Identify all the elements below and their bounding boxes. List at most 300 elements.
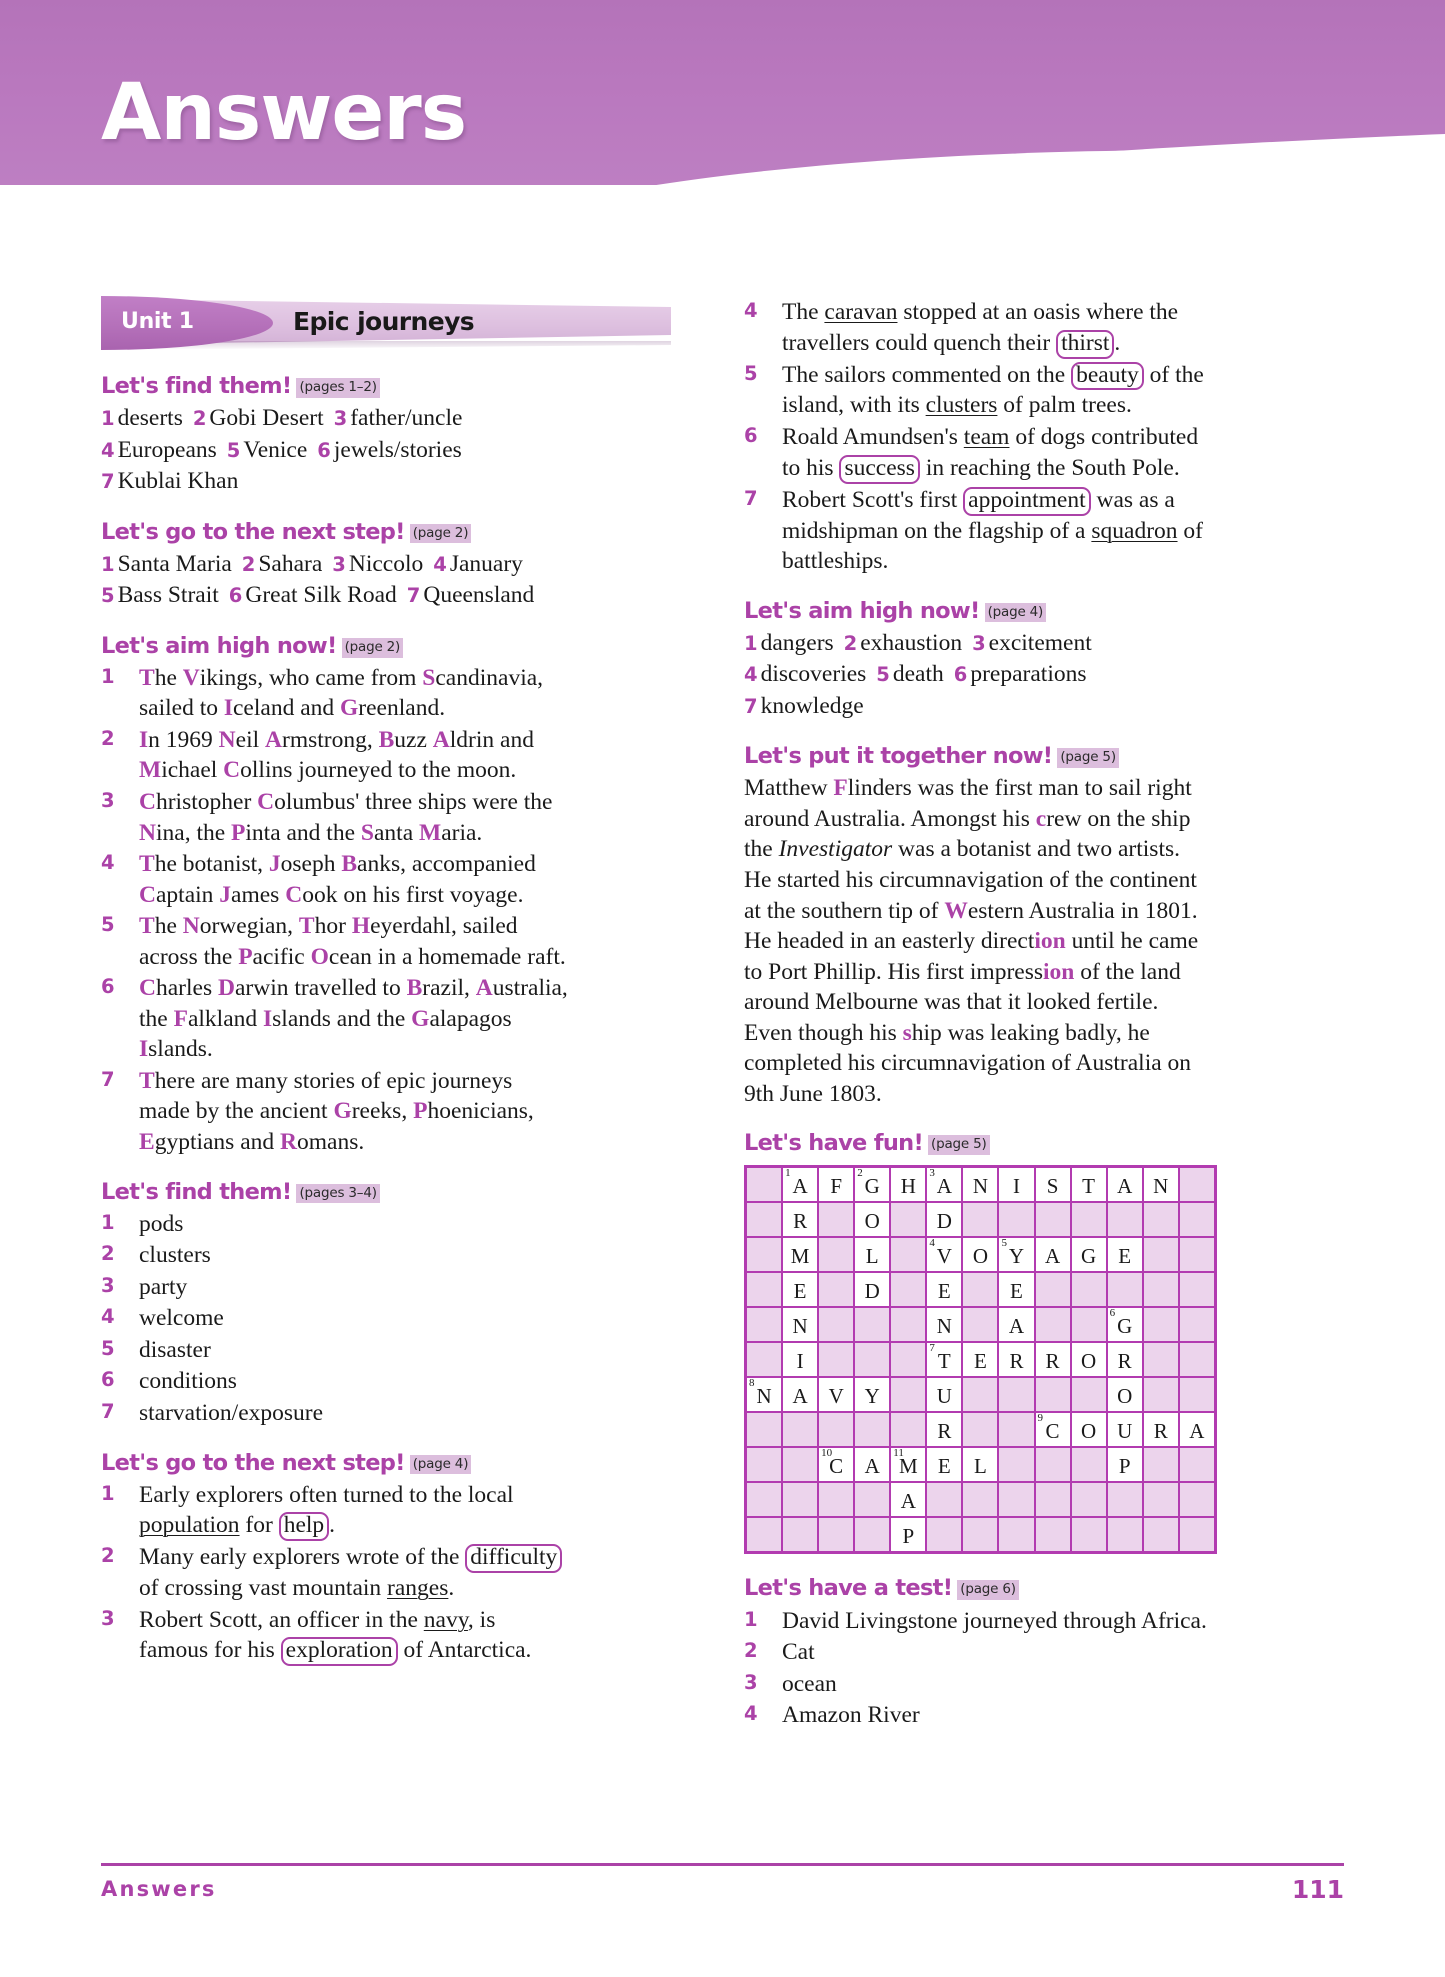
crossword-cell-empty	[818, 1237, 854, 1272]
list-item	[101, 1303, 568, 1334]
unit-number: Unit 1	[121, 309, 194, 334]
crossword-cell-filled	[926, 1412, 962, 1447]
crossword-row	[746, 1447, 1215, 1482]
section-title: Let's have fun!	[744, 1130, 924, 1157]
clue-number: 11	[893, 1447, 904, 1460]
list-item	[101, 1240, 568, 1271]
section-heading-aim-high-1	[101, 632, 568, 660]
underlined-word: team	[963, 424, 1010, 451]
crossword-letter: E	[973, 1349, 987, 1374]
crossword-cell-filled	[890, 1482, 926, 1517]
crossword-letter: P	[1118, 1454, 1131, 1479]
crossword-cell-empty	[962, 1517, 998, 1552]
crossword-cell-filled	[926, 1342, 962, 1377]
answer-text: Santa Maria	[117, 550, 232, 577]
crossword-cell-filled	[1107, 1447, 1143, 1482]
crossword-cell-filled	[998, 1307, 1034, 1342]
crossword-cell-empty	[890, 1237, 926, 1272]
crossword-cell-filled	[1071, 1237, 1107, 1272]
crossword-letter: D	[864, 1279, 880, 1304]
crossword-letter: C	[829, 1454, 844, 1479]
clue-number: 2	[857, 1167, 863, 1180]
unit-name: Epic journeys	[293, 307, 475, 336]
list-item	[101, 1066, 568, 1158]
next-step-1-answers	[101, 549, 568, 612]
crossword-cell-empty	[1035, 1482, 1071, 1517]
item-number: 2	[744, 1639, 758, 1663]
item-text: The caravan stopped at an oasis where the travellers could quench their thirst .	[782, 299, 1178, 356]
circled-word: success	[839, 455, 919, 484]
answer-text: Gobi Desert	[209, 405, 324, 432]
crossword-cell-filled	[998, 1167, 1034, 1202]
crossword-letter: A	[1189, 1419, 1205, 1444]
aim-high-1-answers	[101, 663, 568, 1158]
answer-number: 1	[101, 552, 115, 576]
item-text: The Vikings, who came from Scandinavia, sailed to Iceland and Greenland.	[139, 664, 544, 722]
crossword-row	[746, 1307, 1215, 1342]
page-reference: (page 6)	[957, 1580, 1019, 1600]
page-reference: (pages 3–4)	[296, 1184, 379, 1204]
answer-line	[101, 435, 568, 466]
clue-number: 7	[929, 1342, 935, 1355]
crossword-cell-empty	[818, 1342, 854, 1377]
list-item	[744, 360, 1211, 422]
item-text: starvation/exposure	[139, 1399, 324, 1426]
crossword-cell-empty	[818, 1272, 854, 1307]
crossword-cell-filled	[1143, 1412, 1179, 1447]
crossword-cell-filled	[962, 1167, 998, 1202]
answer-line	[101, 403, 568, 434]
crossword-cell-empty	[1179, 1237, 1215, 1272]
find-them-2-answers	[101, 1209, 568, 1429]
crossword-cell-empty	[1071, 1517, 1107, 1552]
answer-text: knowledge	[760, 692, 864, 719]
item-text: Amazon River	[782, 1702, 920, 1729]
item-number: 7	[101, 1067, 115, 1091]
section-title: Let's find them!	[101, 1178, 292, 1205]
crossword-cell-filled	[1035, 1412, 1071, 1447]
item-text: Many early explorers wrote of the difficulty of crossing vast mountain ranges.	[139, 1544, 562, 1601]
answer-text: Kublai Khan	[117, 468, 239, 495]
next-step-2-answers-right	[744, 297, 1211, 577]
answer-text: excitement	[988, 629, 1092, 656]
answer-text: January	[449, 550, 523, 577]
crossword-cell-empty	[746, 1517, 782, 1552]
list-item	[101, 973, 568, 1065]
answer-text: Bass Strait	[117, 582, 219, 609]
crossword-cell-empty	[1179, 1517, 1215, 1552]
section-heading-find-them-2	[101, 1178, 568, 1206]
crossword-cell-empty	[746, 1167, 782, 1202]
crossword-cell-filled	[1071, 1342, 1107, 1377]
crossword-cell-empty	[818, 1482, 854, 1517]
crossword-cell-empty	[1179, 1342, 1215, 1377]
crossword-letter: O	[864, 1209, 880, 1234]
crossword-letter: H	[900, 1174, 916, 1199]
crossword-cell-empty	[1107, 1517, 1143, 1552]
answer-number: 5	[101, 584, 115, 608]
crossword-cell-empty	[1035, 1272, 1071, 1307]
answer-number: 1	[744, 631, 758, 655]
crossword-cell-filled	[890, 1167, 926, 1202]
clue-number: 9	[1037, 1412, 1043, 1425]
crossword-cell-empty	[1071, 1272, 1107, 1307]
crossword-letter: E	[793, 1279, 807, 1304]
answer-text: preparations	[970, 661, 1087, 688]
item-number: 6	[101, 975, 115, 999]
circled-word: appointment	[963, 487, 1090, 516]
crossword-cell-filled	[1107, 1412, 1143, 1447]
item-text: Early explorers often turned to the local population for help .	[139, 1482, 514, 1539]
answer-text: father/uncle	[350, 405, 463, 432]
crossword-cell-filled	[962, 1237, 998, 1272]
item-number: 3	[101, 788, 115, 812]
crossword-cell-empty	[998, 1447, 1034, 1482]
crossword-cell-empty	[1035, 1307, 1071, 1342]
page-title: Answers	[101, 68, 467, 158]
answer-number: 3	[333, 407, 348, 431]
crossword-letter: R	[1153, 1419, 1168, 1444]
list-item	[744, 1669, 1211, 1700]
crossword-cell-empty	[746, 1482, 782, 1517]
crossword-letter: N	[972, 1174, 988, 1199]
crossword-cell-empty	[854, 1307, 890, 1342]
crossword-cell-empty	[782, 1412, 818, 1447]
item-number: 1	[744, 1607, 758, 1631]
list-item	[744, 1606, 1211, 1637]
page-reference: (page 4)	[410, 1455, 472, 1475]
item-text: ocean	[782, 1670, 837, 1697]
item-number: 5	[101, 913, 115, 937]
item-number: 7	[101, 1399, 115, 1423]
item-text: The Norwegian, Thor Heyerdahl, sailed across the Pacific Ocean in a homemade raft.	[139, 913, 566, 970]
circled-word: exploration	[281, 1637, 398, 1666]
answer-text: Sahara	[258, 550, 323, 577]
crossword-cell-empty	[890, 1342, 926, 1377]
list-item	[101, 1480, 568, 1542]
crossword-cell-empty	[854, 1342, 890, 1377]
item-text: The botanist, Joseph Banks, accompanied Captain James Cook on his first voyage.	[139, 851, 536, 908]
answer-text: exhaustion	[860, 629, 963, 656]
crossword-letter: O	[1117, 1384, 1133, 1409]
answer-number: 4	[101, 438, 115, 462]
section-heading-put-together	[744, 742, 1211, 770]
item-text: welcome	[139, 1305, 224, 1332]
crossword-cell-filled	[1071, 1412, 1107, 1447]
crossword-cell-empty	[926, 1517, 962, 1552]
crossword-cell-filled	[962, 1447, 998, 1482]
section-title: Let's aim high now!	[744, 597, 980, 624]
clue-number: 10	[821, 1447, 833, 1460]
underlined-word: squadron	[1091, 517, 1178, 544]
crossword-letter: R	[937, 1419, 952, 1444]
item-text: There are many stories of epic journeys made by the ancient Greeks, Phoenicians, Egyptians and Romans.	[139, 1067, 534, 1155]
crossword-cell-empty	[782, 1482, 818, 1517]
crossword-letter: M	[790, 1244, 810, 1269]
item-text: Christopher Columbus' three ships were the Nina, the Pinta and the Santa Maria.	[139, 788, 553, 846]
footer-label: Answers	[101, 1877, 217, 1901]
underlined-word: ranges	[387, 1575, 449, 1602]
circled-word: thirst	[1056, 330, 1114, 359]
crossword-letter: D	[936, 1209, 952, 1234]
crossword-cell-empty	[818, 1307, 854, 1342]
crossword-letter: S	[1046, 1174, 1059, 1199]
crossword-row	[746, 1342, 1215, 1377]
item-text: David Livingstone journeyed through Africa.	[782, 1607, 1207, 1634]
item-number: 1	[101, 664, 115, 688]
list-item	[101, 1209, 568, 1240]
crossword-cell-empty	[746, 1447, 782, 1482]
circled-word: difficulty	[465, 1544, 562, 1573]
clue-number: 5	[1001, 1237, 1007, 1250]
item-number: 4	[101, 1305, 115, 1329]
crossword-letter: N	[792, 1314, 808, 1339]
crossword-cell-filled	[1107, 1167, 1143, 1202]
item-text: Roald Amundsen's team of dogs contributed to his success in reaching the South Pole.	[782, 424, 1198, 481]
crossword-cell-empty	[818, 1412, 854, 1447]
crossword-cell-empty	[818, 1517, 854, 1552]
section-heading-next-step-1	[101, 518, 568, 546]
item-text: Robert Scott, an officer in the navy, is famous for his exploration of Antarctica.	[139, 1607, 531, 1664]
section-title: Let's put it together now!	[744, 743, 1053, 770]
crossword-cell-empty	[1071, 1447, 1107, 1482]
crossword-letter: E	[1118, 1244, 1132, 1269]
item-number: 6	[744, 424, 758, 448]
page-reference: (page 2)	[342, 638, 404, 658]
answer-line	[744, 691, 1211, 722]
crossword-cell-empty	[962, 1482, 998, 1517]
page-reference: (page 5)	[928, 1135, 990, 1155]
crossword-letter: A	[1117, 1174, 1133, 1199]
crossword-cell-empty	[890, 1272, 926, 1307]
crossword-letter: A	[1008, 1314, 1025, 1339]
crossword-letter: F	[830, 1174, 842, 1199]
crossword-letter: R	[793, 1209, 808, 1234]
crossword-cell-empty	[1179, 1307, 1215, 1342]
crossword-letter: O	[1081, 1419, 1097, 1444]
answer-number: 2	[843, 631, 858, 655]
crossword-cell-empty	[890, 1377, 926, 1412]
crossword-cell-empty	[854, 1412, 890, 1447]
list-item	[101, 1542, 568, 1604]
underlined-word: navy	[423, 1606, 468, 1633]
answer-text: Queensland	[423, 582, 535, 609]
crossword-cell-filled	[1107, 1342, 1143, 1377]
crossword-letter: O	[972, 1244, 988, 1269]
crossword-cell-filled	[890, 1517, 926, 1552]
crossword-cell-empty	[1107, 1272, 1143, 1307]
crossword-cell-filled	[1143, 1167, 1179, 1202]
crossword-letter: Y	[1008, 1244, 1025, 1269]
crossword-letter: A	[900, 1489, 916, 1514]
crossword-cell-empty	[854, 1517, 890, 1552]
crossword-letter: P	[902, 1524, 915, 1549]
underlined-word: caravan	[824, 299, 898, 325]
crossword-cell-filled	[998, 1237, 1034, 1272]
crossword-cell-filled	[854, 1272, 890, 1307]
answer-number: 5	[226, 438, 241, 462]
crossword-cell-filled	[926, 1377, 962, 1412]
crossword-cell-empty	[998, 1482, 1034, 1517]
crossword-cell-empty	[962, 1272, 998, 1307]
crossword-cell-empty	[1143, 1307, 1179, 1342]
section-heading-find-them-1	[101, 372, 568, 400]
crossword-letter: V	[936, 1244, 952, 1269]
crossword-row	[746, 1482, 1215, 1517]
crossword-cell-filled	[1107, 1377, 1143, 1412]
page-reference: (pages 1–2)	[296, 378, 379, 398]
crossword-cell-empty	[1143, 1447, 1179, 1482]
crossword-row	[746, 1412, 1215, 1447]
crossword-cell-empty	[998, 1412, 1034, 1447]
clue-number: 3	[929, 1167, 935, 1180]
crossword-cell-empty	[746, 1412, 782, 1447]
crossword-cell-empty	[1107, 1482, 1143, 1517]
crossword-row	[746, 1377, 1215, 1412]
page-reference: (page 2)	[410, 524, 472, 544]
crossword-letter: N	[1153, 1174, 1169, 1199]
answer-number: 3	[332, 552, 346, 576]
crossword-cell-empty	[1143, 1202, 1179, 1237]
crossword-cell-filled	[854, 1237, 890, 1272]
answer-number: 6	[953, 663, 968, 687]
crossword-cell-empty	[1143, 1237, 1179, 1272]
section-heading-have-fun	[744, 1129, 1211, 1157]
crossword-cell-filled	[746, 1377, 782, 1412]
crossword-letter: T	[1082, 1174, 1095, 1199]
clue-number: 8	[749, 1377, 755, 1390]
crossword-cell-filled	[854, 1447, 890, 1482]
crossword-row	[746, 1167, 1215, 1202]
crossword-cell-filled	[1107, 1237, 1143, 1272]
item-number: 3	[101, 1606, 115, 1630]
crossword-cell-filled	[782, 1377, 818, 1412]
crossword-letter: U	[1117, 1419, 1133, 1444]
clue-number: 6	[1109, 1307, 1116, 1320]
crossword-cell-empty	[854, 1482, 890, 1517]
answer-text: Great Silk Road	[245, 582, 397, 609]
list-item	[744, 297, 1211, 359]
crossword-row	[746, 1517, 1215, 1552]
crossword-letter: A	[792, 1174, 808, 1199]
crossword-cell-filled	[782, 1167, 818, 1202]
section-title: Let's have a test!	[744, 1575, 953, 1602]
item-text: Robert Scott's first appointment was as a midshipman on the flagship of a squadron of battleships.	[782, 486, 1203, 575]
crossword-letter: R	[1117, 1349, 1132, 1374]
crossword-cell-filled	[998, 1272, 1034, 1307]
item-number: 6	[101, 1368, 115, 1392]
crossword-letter: R	[1009, 1349, 1024, 1374]
aim-high-2-answers	[744, 628, 1211, 722]
answer-number: 6	[317, 438, 331, 462]
crossword-cell-empty	[1071, 1377, 1107, 1412]
answer-text: Venice	[243, 436, 308, 463]
clue-number: 4	[929, 1237, 935, 1250]
crossword-cell-filled	[926, 1237, 962, 1272]
section-title: Let's go to the next step!	[101, 518, 405, 545]
crossword-cell-empty	[818, 1202, 854, 1237]
item-text: Cat	[782, 1639, 815, 1666]
crossword-letter: L	[973, 1454, 987, 1479]
crossword-cell-empty	[890, 1412, 926, 1447]
section-heading-aim-high-2	[744, 597, 1211, 625]
right-column	[744, 296, 1211, 1732]
list-item	[101, 1272, 568, 1303]
crossword-letter: T	[937, 1349, 951, 1374]
footer-rule	[101, 1863, 1344, 1866]
answer-line	[744, 628, 1211, 659]
page-reference: (page 5)	[1057, 748, 1119, 768]
section-heading-have-test	[744, 1574, 1211, 1602]
crossword-cell-empty	[1143, 1272, 1179, 1307]
section-heading-next-step-2	[101, 1449, 568, 1477]
answer-text: deserts	[117, 405, 183, 432]
section-title: Let's go to the next step!	[101, 1449, 405, 1476]
find-them-1-answers	[101, 403, 568, 497]
crossword-cell-empty	[962, 1307, 998, 1342]
crossword-cell-empty	[1035, 1202, 1071, 1237]
crossword-cell-empty	[1179, 1377, 1215, 1412]
list-item	[101, 663, 568, 724]
crossword-row	[746, 1272, 1215, 1307]
crossword-cell-empty	[1179, 1482, 1215, 1517]
list-item	[101, 725, 568, 786]
item-number: 2	[101, 726, 115, 750]
answer-number: 7	[101, 470, 115, 494]
item-number: 4	[744, 1702, 758, 1726]
crossword-cell-empty	[746, 1272, 782, 1307]
crossword-cell-empty	[746, 1307, 782, 1342]
crossword-letter: G	[864, 1174, 880, 1199]
item-text: Charles Darwin travelled to Brazil, Australia, the Falkland Islands and the Galapagos Islands.	[139, 975, 568, 1063]
unit-tab	[101, 296, 671, 350]
crossword-cell-empty	[1179, 1167, 1215, 1202]
list-item	[101, 787, 568, 848]
crossword-cell-empty	[1071, 1307, 1107, 1342]
list-item	[101, 1398, 568, 1429]
answer-line	[101, 580, 568, 611]
crossword-cell-filled	[926, 1447, 962, 1482]
crossword-cell-filled	[782, 1307, 818, 1342]
item-number: 1	[101, 1481, 115, 1505]
crossword-letter: E	[1010, 1279, 1023, 1304]
answer-number: 7	[406, 584, 421, 608]
crossword-letter: M	[898, 1454, 918, 1479]
crossword-letter: E	[937, 1279, 951, 1304]
next-step-2-answers-left	[101, 1480, 568, 1667]
crossword-letter: A	[792, 1384, 808, 1409]
crossword-cell-filled	[1071, 1167, 1107, 1202]
answer-number: 7	[744, 694, 758, 718]
crossword-letter: Y	[864, 1384, 880, 1409]
crossword-cell-empty	[1179, 1447, 1215, 1482]
crossword-letter: A	[936, 1174, 952, 1199]
item-number: 4	[744, 299, 758, 322]
crossword-letter: A	[1044, 1244, 1061, 1269]
answer-text: dangers	[760, 629, 834, 656]
answer-text: Europeans	[117, 436, 217, 463]
list-item	[744, 422, 1211, 484]
circled-word: help	[279, 1512, 329, 1541]
item-number: 3	[101, 1273, 115, 1297]
crossword-cell-empty	[746, 1342, 782, 1377]
crossword-cell-empty	[1143, 1517, 1179, 1552]
list-item	[744, 485, 1211, 577]
crossword-cell-empty	[1179, 1272, 1215, 1307]
crossword-cell-filled	[1035, 1342, 1071, 1377]
crossword-cell-filled	[782, 1237, 818, 1272]
crossword-cell-empty	[998, 1202, 1034, 1237]
